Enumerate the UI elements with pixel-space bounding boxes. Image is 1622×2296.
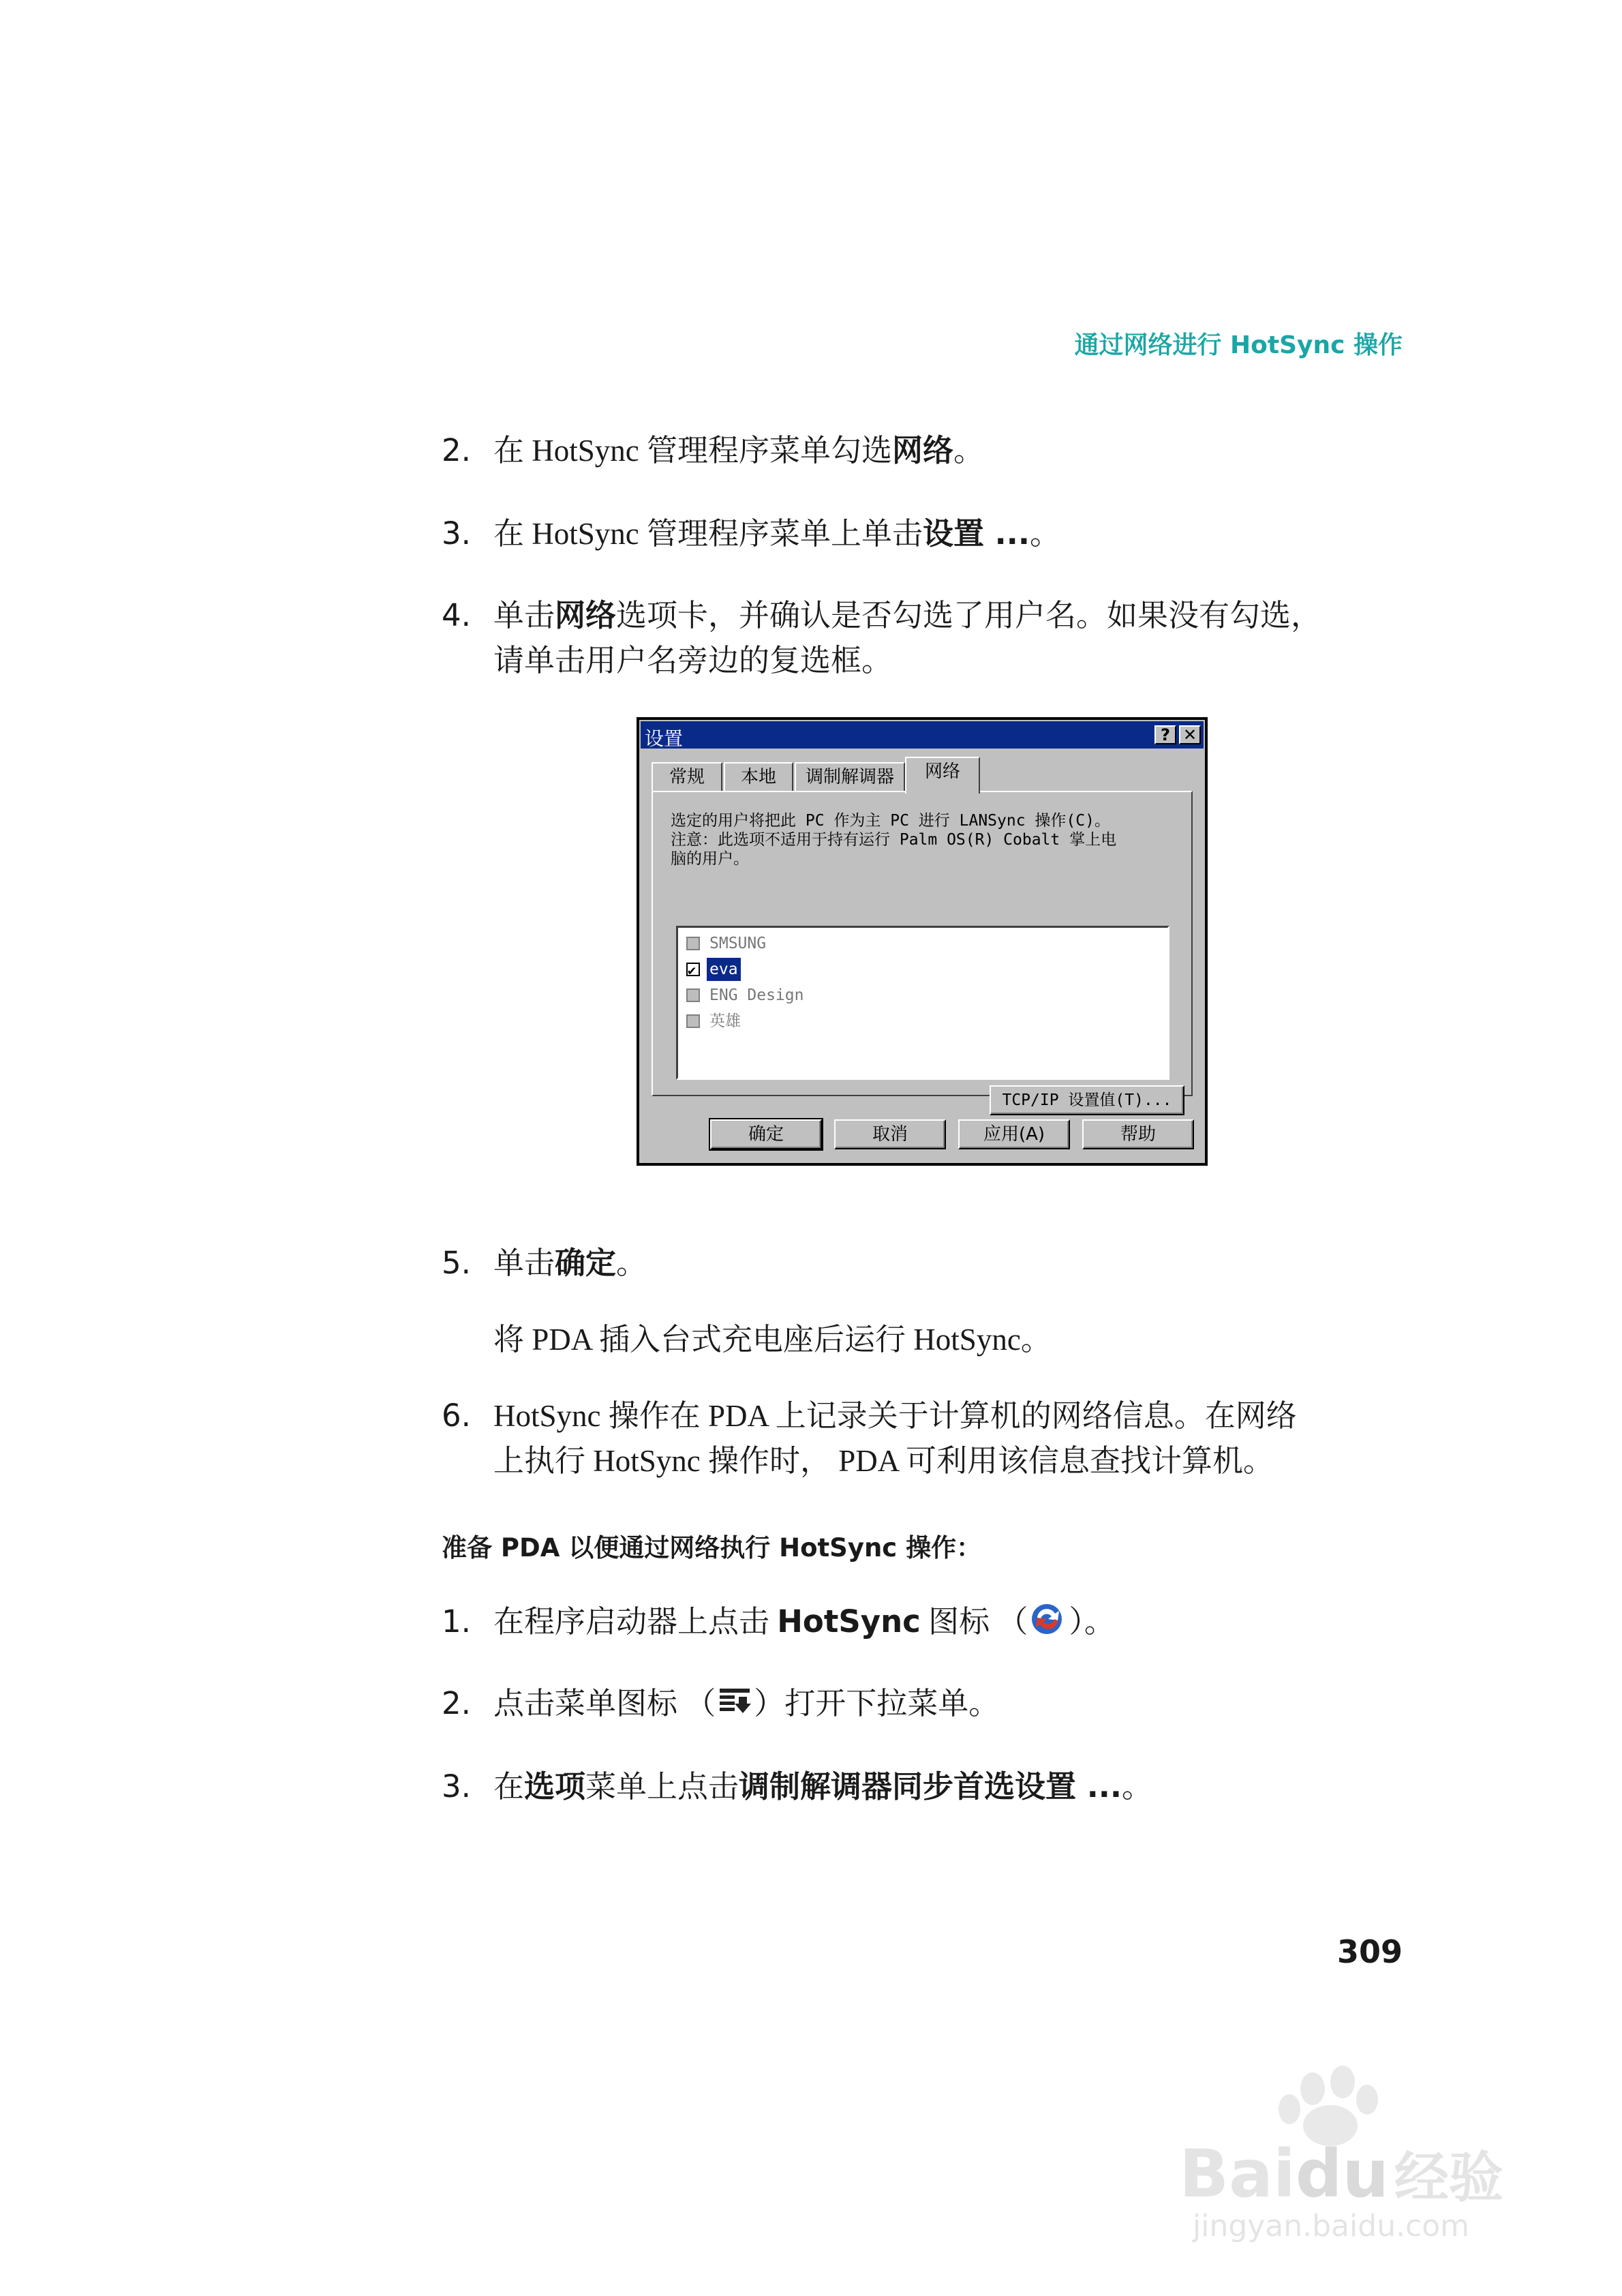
- step-text: 单击: [493, 1246, 555, 1280]
- step-number: 3.: [442, 515, 471, 552]
- step-6-line2: 上执行 HotSync 操作时， PDA 可利用该信息查找计算机。: [493, 1444, 1274, 1478]
- watermark-url: jingyan.baidu.com: [1193, 2209, 1470, 2244]
- step-text-end: 。: [1029, 517, 1060, 551]
- tab-general[interactable]: 常规: [652, 762, 722, 792]
- step-b3: [442, 1764, 1152, 1809]
- step-bold: 网络: [555, 597, 617, 633]
- settings-dialog: [637, 717, 1208, 1166]
- user-list: [676, 926, 1169, 1080]
- menu-icon: [716, 1683, 754, 1731]
- tab-network[interactable]: 网络: [905, 757, 980, 794]
- tab-modem[interactable]: 调制解调器: [795, 762, 905, 792]
- step-number: 2.: [442, 432, 471, 468]
- running-header: 通过网络进行 HotSync 操作: [1074, 331, 1403, 359]
- baidu-watermark: [1179, 2066, 1533, 2243]
- checkbox[interactable]: [686, 937, 700, 950]
- network-description: 选定的用户将把此 PC 作为主 PC 进行 LANSync 操作(C)。 注意：此选项不适用于持有运行 Palm OS(R) Cobalt 掌上电 脑的用户。: [671, 812, 1117, 868]
- step-5: [442, 1241, 647, 1286]
- step-text-end: ）打开下拉菜单。: [754, 1687, 1000, 1721]
- user-name: ENG Design: [709, 986, 804, 1004]
- step-2: [442, 428, 984, 473]
- step-bold: 确定: [555, 1245, 617, 1281]
- cancel-button[interactable]: 取消: [834, 1119, 946, 1149]
- network-panel: [652, 791, 1193, 1109]
- user-name: SMSUNG: [709, 935, 767, 952]
- step-bold-2: 调制解调器同步首选设置 ...: [739, 1768, 1122, 1804]
- step-number: 5.: [442, 1245, 471, 1281]
- ok-button[interactable]: 确定: [710, 1119, 822, 1149]
- step-text-end: 。: [953, 434, 985, 468]
- watermark-brand: Baidu 经验: [1179, 2136, 1503, 2212]
- step-number: 6.: [442, 1398, 471, 1434]
- step-number: 3.: [442, 1768, 471, 1804]
- step-text-end: 选项卡，并确认是否勾选了用户名。如果没有勾选，: [616, 599, 1322, 633]
- step-b2: [442, 1681, 999, 1731]
- step-text-mid: 菜单上点击: [585, 1770, 739, 1804]
- step-4: [442, 593, 1321, 638]
- step-4-line2: 请单击用户名旁边的复选框。: [493, 644, 893, 678]
- step-text: 在: [493, 1770, 525, 1804]
- checkbox-checked[interactable]: [686, 963, 700, 976]
- user-name: 英雄: [709, 1012, 741, 1030]
- close-icon[interactable]: ✕: [1179, 725, 1201, 744]
- step-text: HotSync 操作在 PDA 上记录关于计算机的网络信息。在网络: [493, 1399, 1297, 1433]
- checkbox[interactable]: [686, 988, 700, 1002]
- step-bold: 选项: [524, 1768, 586, 1804]
- step-text-end: ）。: [1069, 1605, 1115, 1639]
- dialog-titlebar: [641, 721, 1204, 749]
- step-bold: 设置 ...: [923, 515, 1030, 552]
- step-text: 在 HotSync 管理程序菜单勾选: [493, 434, 893, 468]
- step-number: 1.: [442, 1603, 471, 1640]
- user-name: eva: [707, 958, 741, 981]
- step-text-end: 。: [616, 1246, 647, 1280]
- section-subheading: 准备 PDA 以便通过网络执行 HotSync 操作：: [442, 1533, 982, 1562]
- dialog-title: 设置: [645, 727, 684, 750]
- step-bold: 网络: [892, 432, 954, 468]
- apply-button[interactable]: 应用(A): [958, 1119, 1070, 1149]
- step-text: 单击: [493, 599, 555, 633]
- help-button[interactable]: 帮助: [1082, 1119, 1194, 1149]
- step-6: [442, 1393, 1297, 1438]
- step-text-end: 。: [1122, 1770, 1153, 1804]
- step-text: 在 HotSync 管理程序菜单上单击: [493, 517, 923, 551]
- page-number: 309: [1336, 1933, 1403, 1970]
- help-icon[interactable]: ?: [1154, 725, 1176, 744]
- tcpip-settings-button[interactable]: TCP/IP 设置值(T)...: [990, 1085, 1184, 1115]
- step-5-note: 将 PDA 插入台式充电座后运行 HotSync。: [493, 1323, 1052, 1357]
- step-text: 点击菜单图标 （: [493, 1687, 716, 1721]
- step-b1: [442, 1599, 1115, 1650]
- step-text: 在程序启动器上点击: [493, 1605, 778, 1639]
- step-text-mid: 图标 （: [920, 1605, 1028, 1639]
- checkbox[interactable]: [686, 1014, 700, 1028]
- step-3: [442, 511, 1060, 556]
- step-bold: HotSync: [777, 1603, 921, 1640]
- step-number: 4.: [442, 597, 471, 633]
- tab-local[interactable]: 本地: [724, 762, 793, 792]
- step-number: 2.: [442, 1685, 471, 1721]
- hotsync-icon: [1028, 1600, 1069, 1650]
